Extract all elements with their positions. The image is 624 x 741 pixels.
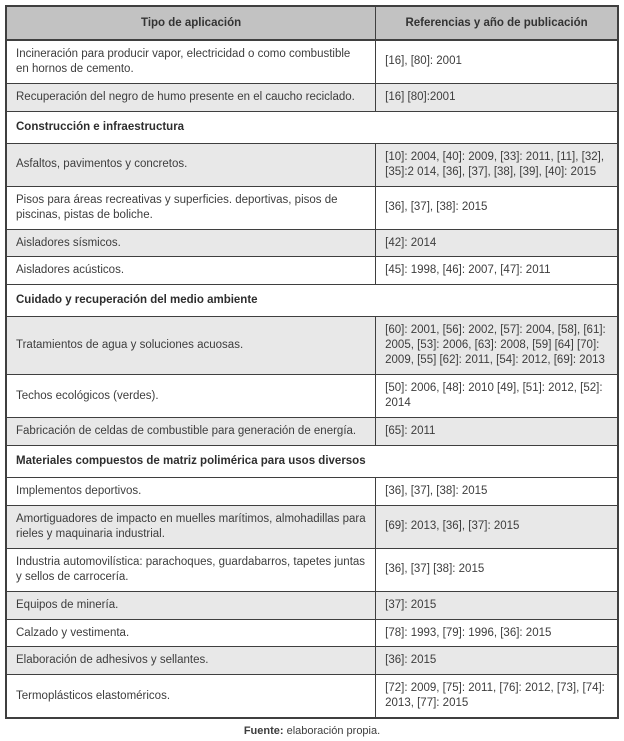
section-row-construccion — [6, 111, 618, 143]
refs-cell: [10]: 2004, [40]: 2009, [33]: 2011, [11], [32], [35]:2 014, [36], [37], [38], [39], [40]: 2015 — [376, 143, 618, 186]
refs-cell: [65]: 2011 — [376, 418, 618, 446]
refs-cell: [72]: 2009, [75]: 2011, [76]: 2012, [73], [74]: 2013, [77]: 2015 — [376, 675, 618, 718]
refs-cell: [36], [37], [38]: 2015 — [376, 477, 618, 505]
table-row-amortiguadores — [6, 505, 618, 548]
applications-table — [5, 5, 619, 719]
table-row-termoplasticos — [6, 675, 618, 718]
app-cell: Asfaltos, pavimentos y concretos. — [6, 143, 376, 186]
source-text: elaboración propia. — [283, 725, 381, 738]
table-row-industria-automovilistica — [6, 548, 618, 591]
table-row-pisos — [6, 186, 618, 229]
source-label: Fuente: — [243, 725, 284, 738]
section-row-materiales-compuestos — [6, 445, 618, 477]
app-cell: Recuperación del negro de humo presente en el caucho reciclado. — [6, 83, 376, 111]
table-row-asfaltos — [6, 143, 618, 186]
table-row-aisladores-acusticos — [6, 257, 618, 285]
refs-cell: [50]: 2006, [48]: 2010 [49], [51]: 2012, [52]: 2014 — [376, 375, 618, 418]
table-row-techos-ecologicos — [6, 375, 618, 418]
refs-cell: [37]: 2015 — [376, 591, 618, 619]
refs-cell: [45]: 1998, [46]: 2007, [47]: 2011 — [376, 257, 618, 285]
app-cell: Equipos de minería. — [6, 591, 376, 619]
table-row-aisladores-sismicos — [6, 229, 618, 257]
app-cell: Termoplásticos elastoméricos. — [6, 675, 376, 718]
refs-cell: [36], [37], [38]: 2015 — [376, 186, 618, 229]
app-cell: Pisos para áreas recreativas y superficies. deportivas, pisos de piscinas, pistas de boliche. — [6, 186, 376, 229]
table-row-celdas-combustible — [6, 418, 618, 446]
column-header-tipo-de-aplicacion: Tipo de aplicación — [6, 6, 376, 40]
app-cell: Aisladores sísmicos. — [6, 229, 376, 257]
refs-cell: [69]: 2013, [36], [37]: 2015 — [376, 505, 618, 548]
refs-cell: [78]: 1993, [79]: 1996, [36]: 2015 — [376, 619, 618, 647]
table-row-incineracion — [6, 40, 618, 83]
table-row-adhesivos-sellantes — [6, 647, 618, 675]
refs-cell: [16], [80]: 2001 — [376, 40, 618, 83]
section-row-medio-ambiente — [6, 285, 618, 317]
table-row-calzado-vestimenta — [6, 619, 618, 647]
app-cell: Industria automovilística: parachoques, guardabarros, tapetes juntas y sellos de carrocería. — [6, 548, 376, 591]
column-header-referencias: Referencias y año de publicación — [376, 6, 618, 40]
table-row-equipos-mineria — [6, 591, 618, 619]
section-label: Cuidado y recuperación del medio ambiente — [6, 285, 618, 317]
app-cell: Incineración para producir vapor, electricidad o como combustible en hornos de cemento. — [6, 40, 376, 83]
section-label: Construcción e infraestructura — [6, 111, 618, 143]
table-row-tratamientos-agua — [6, 317, 618, 375]
table-row-implementos-deportivos — [6, 477, 618, 505]
refs-cell: [42]: 2014 — [376, 229, 618, 257]
app-cell: Fabricación de celdas de combustible para generación de energía. — [6, 418, 376, 446]
app-cell: Techos ecológicos (verdes). — [6, 375, 376, 418]
refs-cell: [36], [37] [38]: 2015 — [376, 548, 618, 591]
app-cell: Calzado y vestimenta. — [6, 619, 376, 647]
table-source — [5, 719, 619, 741]
app-cell: Elaboración de adhesivos y sellantes. — [6, 647, 376, 675]
refs-cell: [36]: 2015 — [376, 647, 618, 675]
section-label: Materiales compuestos de matriz polimérica para usos diversos — [6, 445, 618, 477]
app-cell: Implementos deportivos. — [6, 477, 376, 505]
refs-cell: [16] [80]:2001 — [376, 83, 618, 111]
app-cell: Tratamientos de agua y soluciones acuosas. — [6, 317, 376, 375]
table-row-recuperacion-negro-humo — [6, 83, 618, 111]
app-cell: Amortiguadores de impacto en muelles marítimos, almohadillas para rieles y maquinaria industrial. — [6, 505, 376, 548]
table-header-row — [6, 6, 618, 40]
refs-cell: [60]: 2001, [56]: 2002, [57]: 2004, [58], [61]: 2005, [53]: 2006, [63]: 2008, [59] [64] [70]: 2009, [55] [62]: 2011, [54]: 2012, [69]: 2013 — [376, 317, 618, 375]
app-cell: Aisladores acústicos. — [6, 257, 376, 285]
